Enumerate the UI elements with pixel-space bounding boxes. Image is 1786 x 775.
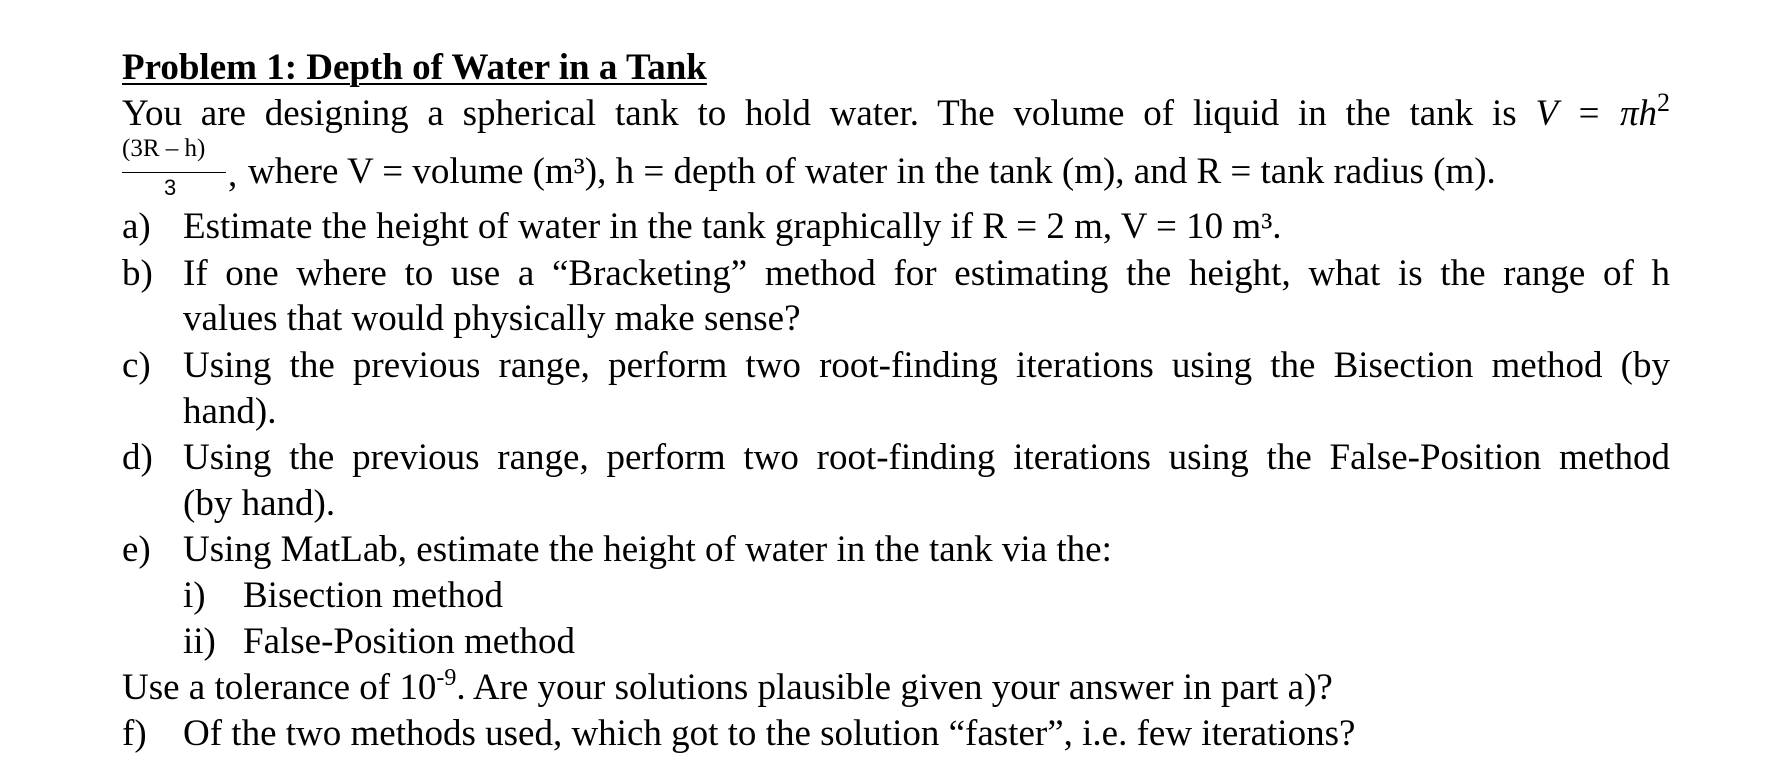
fraction-comma: , [228, 154, 238, 195]
item-c-line-1: Using the previous range, perform two root-finding iterations using the Bisection method (by [183, 345, 1670, 386]
tolerance-line [122, 666, 1333, 710]
item-d-line-1: Using the previous range, perform two root-finding iterations using the False-Position method [183, 437, 1670, 478]
item-d-line-2: (by hand). [183, 483, 336, 524]
item-e-sub-1-label: i) [183, 575, 206, 616]
tolerance-exponent: -9 [436, 665, 457, 691]
item-f-text: Of the two methods used, which got to the solution “faster”, i.e. few iterations? [183, 713, 1356, 754]
volume-equation-exponent: 2 [1657, 88, 1671, 117]
item-e-text: Using MatLab, estimate the height of water in the tank via the: [183, 529, 1112, 570]
fraction-numerator: (3R – h) [122, 135, 206, 162]
item-a-label: a) [122, 206, 151, 247]
item-a-text: Estimate the height of water in the tank graphically if R = 2 m, V = 10 m³. [183, 206, 1282, 247]
item-e-label: e) [122, 529, 151, 570]
item-e-sub-1-text: Bisection method [243, 575, 503, 616]
item-b-line-2: values that would physically make sense? [183, 298, 801, 339]
volume-equation-lhs: V = πh [1535, 93, 1658, 134]
tolerance-prefix: Use a tolerance of 10 [122, 667, 437, 708]
item-c-label: c) [122, 345, 151, 386]
fraction-bar [122, 172, 226, 173]
intro-line-2: where V = volume (m³), h = depth of water in the tank (m), and R = tank radius (m). [248, 151, 1496, 192]
item-c-line-2: hand). [183, 391, 277, 432]
item-b-label: b) [122, 253, 153, 294]
item-e-sub-2-label: ii) [183, 621, 216, 662]
fraction-denominator: 3 [164, 175, 177, 200]
problem-title: Problem 1: Depth of Water in a Tank [122, 47, 707, 88]
intro-line-1 [122, 88, 1671, 136]
item-e-sub-2-text: False-Position method [243, 621, 575, 662]
item-d-label: d) [122, 437, 153, 478]
intro-line-1-text: You are designing a spherical tank to hold water. The volume of liquid in the tank is [122, 93, 1517, 134]
tolerance-suffix: . Are your solutions plausible given your answer in part a)? [456, 667, 1333, 708]
item-b-line-1: If one where to use a “Bracketing” method for estimating the height, what is the range of h [183, 253, 1670, 294]
item-f-label: f) [122, 713, 147, 754]
